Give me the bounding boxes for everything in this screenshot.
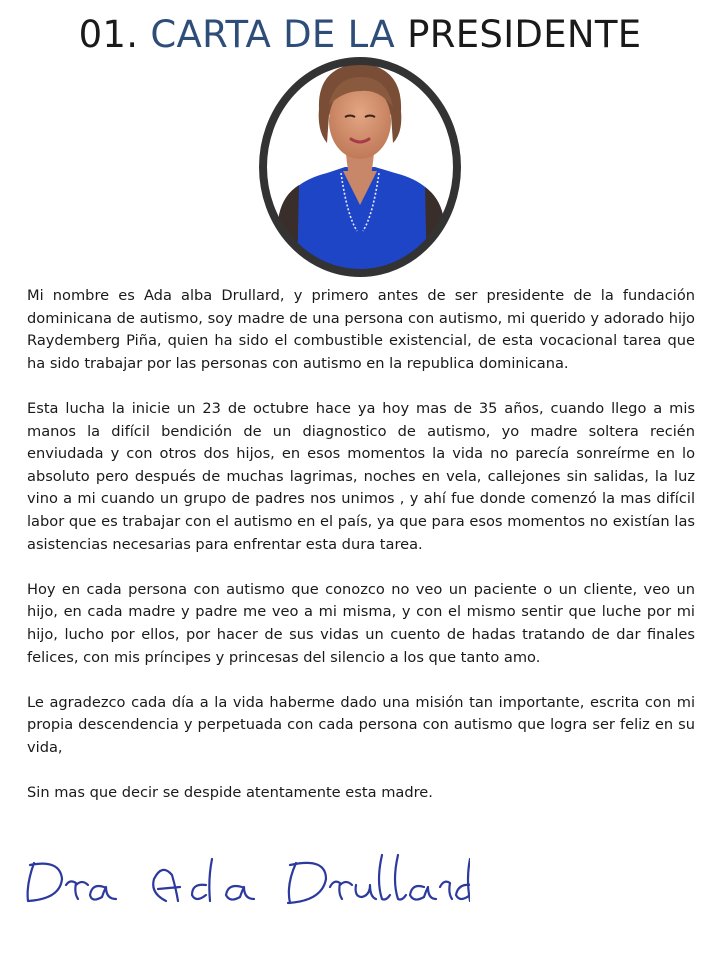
letter-paragraph: Le agradezco cada día a la vida haberme dado una misión tan importante, escrita con mi propia descendencia y perpetuada con cada persona con autismo que logra ser feliz en su vida,	[27, 693, 695, 756]
president-portrait	[257, 55, 463, 279]
letter-paragraph: Mi nombre es Ada alba Drullard, y primero antes de ser presidente de la fundación dominicana de autismo, soy madre de una persona con autismo, mi querido y adorado hijo Raydemberg Piña, quien ha sido el combustible existencial, de esta vocacional tarea que ha sido trabajar por las personas con autismo en la republica dominicana.	[27, 287, 695, 372]
title-last-word: PRESIDENTE	[407, 13, 642, 56]
letter-body	[27, 285, 695, 827]
handwritten-signature	[20, 845, 470, 920]
letter-paragraph: Hoy en cada persona con autismo que conozco no veo un paciente o un cliente, veo un hijo, en cada madre y padre me veo a mi misma, y con el mismo sentir que luche por mi hijo, lucho por ellos, por hacer de sus vidas un cuento de hadas tratando de dar finales felices, con mis príncipes y princesas del silencio a los que tanto amo.	[27, 580, 695, 666]
letter-closing: Sin mas que decir se despide atentamente esta madre.	[27, 784, 433, 802]
letter-paragraph: Esta lucha la inicie un 23 de octubre hace ya hoy mas de 35 años, cuando llego a mis manos la difícil bendición de un diagnostico de autismo, yo madre soltera recién enviudada y con otros dos hijos, en esos momentos la vida no parecía sonreírme en lo absoluto pero después de muchas lagrimas, noches en vela, callejones sin salidas, la luz vino a mi cuando un grupo de padres nos unimos , y ahí fue donde comenzó la mas difícil labor que es trabajar con el autismo en el país, ya que para esos momentos no existían las asistencias necesarias para enfrentar esta dura tarea.	[27, 399, 695, 553]
section-number: 01.	[78, 13, 139, 56]
page-title	[0, 10, 720, 60]
title-highlight: CARTA DE LA	[150, 13, 396, 56]
